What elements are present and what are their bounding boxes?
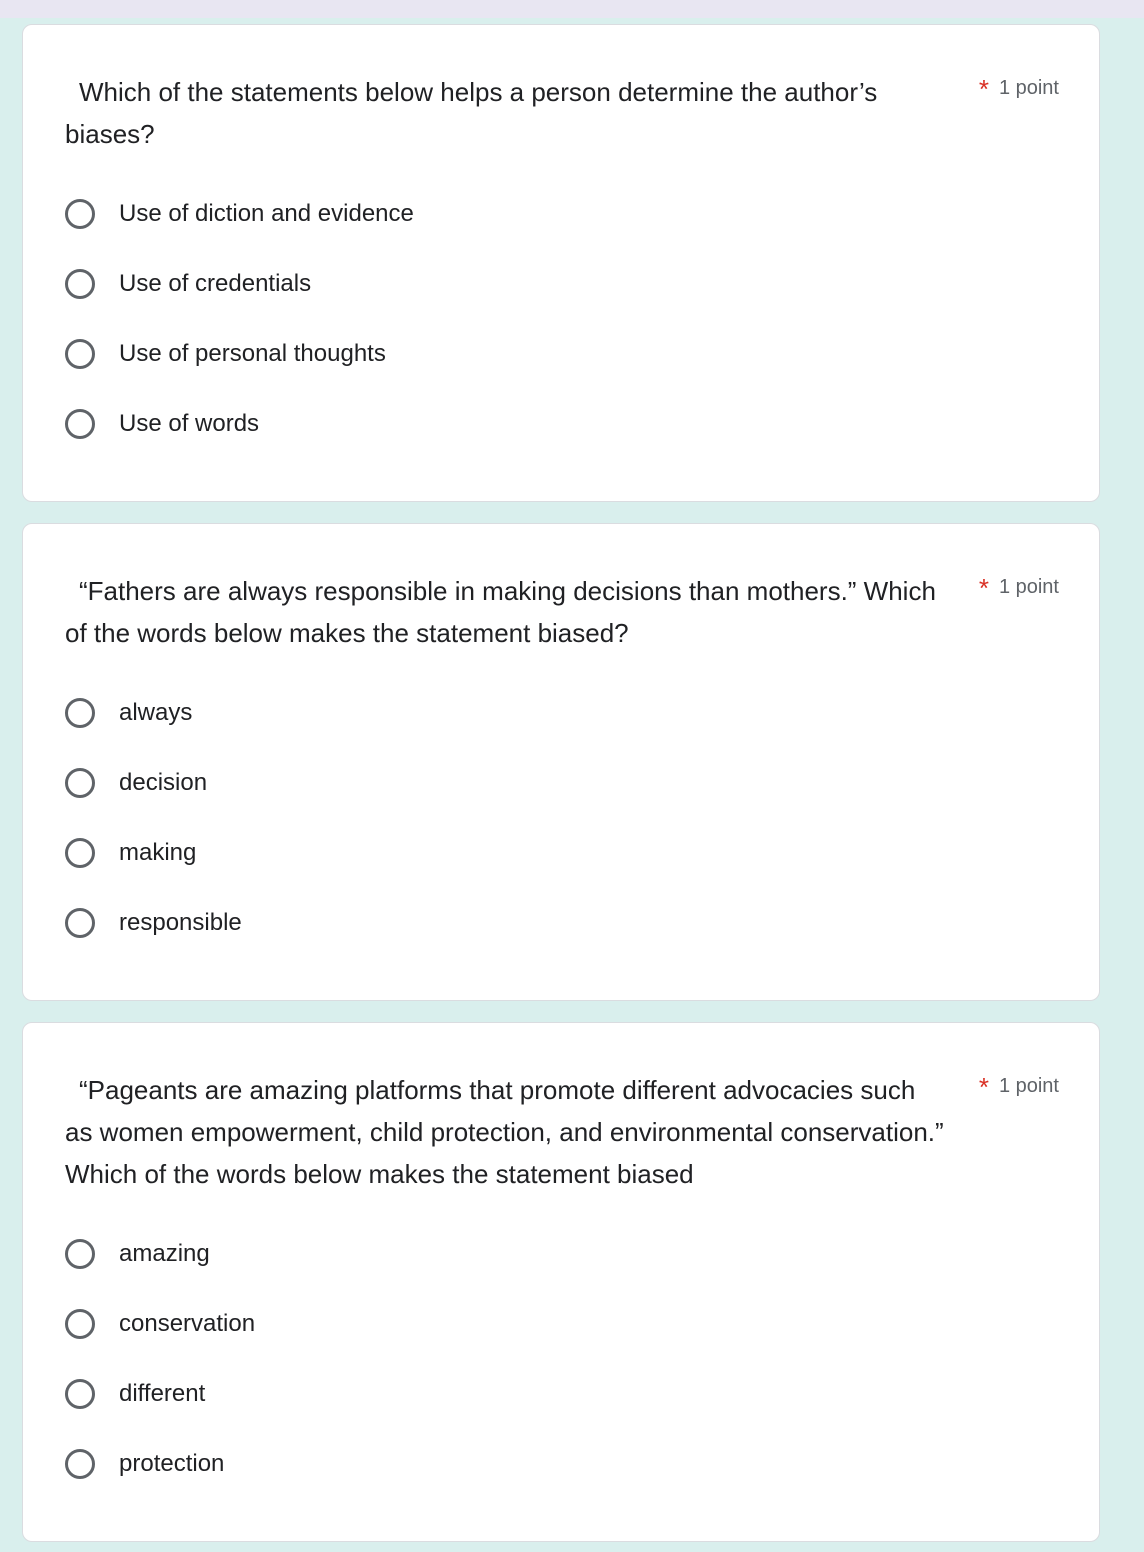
question-meta bbox=[978, 73, 1059, 104]
required-asterisk: * bbox=[978, 73, 989, 104]
radio-button[interactable] bbox=[65, 409, 95, 439]
points-label: 1 point bbox=[998, 77, 1059, 99]
option-row[interactable] bbox=[65, 249, 414, 319]
radio-button[interactable] bbox=[65, 768, 95, 798]
radio-button[interactable] bbox=[65, 1379, 95, 1409]
question-text: Which of the statements below helps a person determine the author’s biases? bbox=[65, 77, 878, 149]
radio-button[interactable] bbox=[65, 339, 95, 369]
option-label[interactable]: Use of words bbox=[119, 410, 260, 437]
question-title bbox=[65, 570, 945, 654]
radio-button[interactable] bbox=[65, 1449, 95, 1479]
radio-button[interactable] bbox=[65, 908, 95, 938]
options-list bbox=[65, 1219, 255, 1499]
option-label[interactable]: amazing bbox=[119, 1240, 210, 1267]
question-meta bbox=[978, 572, 1059, 603]
radio-button[interactable] bbox=[65, 1239, 95, 1269]
option-label[interactable]: decision bbox=[119, 769, 208, 796]
option-row[interactable] bbox=[65, 818, 242, 888]
question-card-1 bbox=[22, 24, 1100, 502]
points-label: 1 point bbox=[998, 576, 1059, 598]
option-label[interactable]: making bbox=[119, 839, 197, 866]
option-label[interactable]: different bbox=[119, 1380, 206, 1407]
question-title bbox=[65, 71, 945, 155]
option-row[interactable] bbox=[65, 888, 242, 958]
option-label[interactable]: Use of diction and evidence bbox=[119, 200, 414, 227]
option-row[interactable] bbox=[65, 319, 414, 389]
option-row[interactable] bbox=[65, 389, 414, 459]
option-label[interactable]: responsible bbox=[119, 909, 242, 936]
radio-button[interactable] bbox=[65, 269, 95, 299]
option-row[interactable] bbox=[65, 1429, 255, 1499]
question-card-3 bbox=[22, 1022, 1100, 1542]
question-text: “Pageants are amazing platforms that promote different advocacies such as women empowerment, child protection, and environmental conservation.” Which of the words below makes the statement biased bbox=[65, 1075, 944, 1189]
option-label[interactable]: Use of personal thoughts bbox=[119, 340, 386, 367]
radio-button[interactable] bbox=[65, 199, 95, 229]
question-card-2 bbox=[22, 523, 1100, 1001]
option-row[interactable] bbox=[65, 1289, 255, 1359]
required-asterisk: * bbox=[978, 572, 989, 603]
radio-button[interactable] bbox=[65, 698, 95, 728]
points-label: 1 point bbox=[998, 1075, 1059, 1097]
question-text: “Fathers are always responsible in making decisions than mothers.” Which of the words below makes the statement biased? bbox=[65, 576, 936, 648]
option-row[interactable] bbox=[65, 179, 414, 249]
radio-button[interactable] bbox=[65, 838, 95, 868]
option-row[interactable] bbox=[65, 748, 242, 818]
option-row[interactable] bbox=[65, 1359, 255, 1429]
options-list bbox=[65, 179, 414, 459]
browser-top-strip bbox=[0, 0, 1144, 18]
question-title bbox=[65, 1069, 945, 1195]
option-label[interactable]: Use of credentials bbox=[119, 270, 312, 297]
option-label[interactable]: always bbox=[119, 699, 193, 726]
option-label[interactable]: conservation bbox=[119, 1310, 256, 1337]
option-row[interactable] bbox=[65, 678, 242, 748]
option-label[interactable]: protection bbox=[119, 1450, 225, 1477]
question-meta bbox=[978, 1071, 1059, 1102]
radio-button[interactable] bbox=[65, 1309, 95, 1339]
options-list bbox=[65, 678, 242, 958]
required-asterisk: * bbox=[978, 1071, 989, 1102]
option-row[interactable] bbox=[65, 1219, 255, 1289]
